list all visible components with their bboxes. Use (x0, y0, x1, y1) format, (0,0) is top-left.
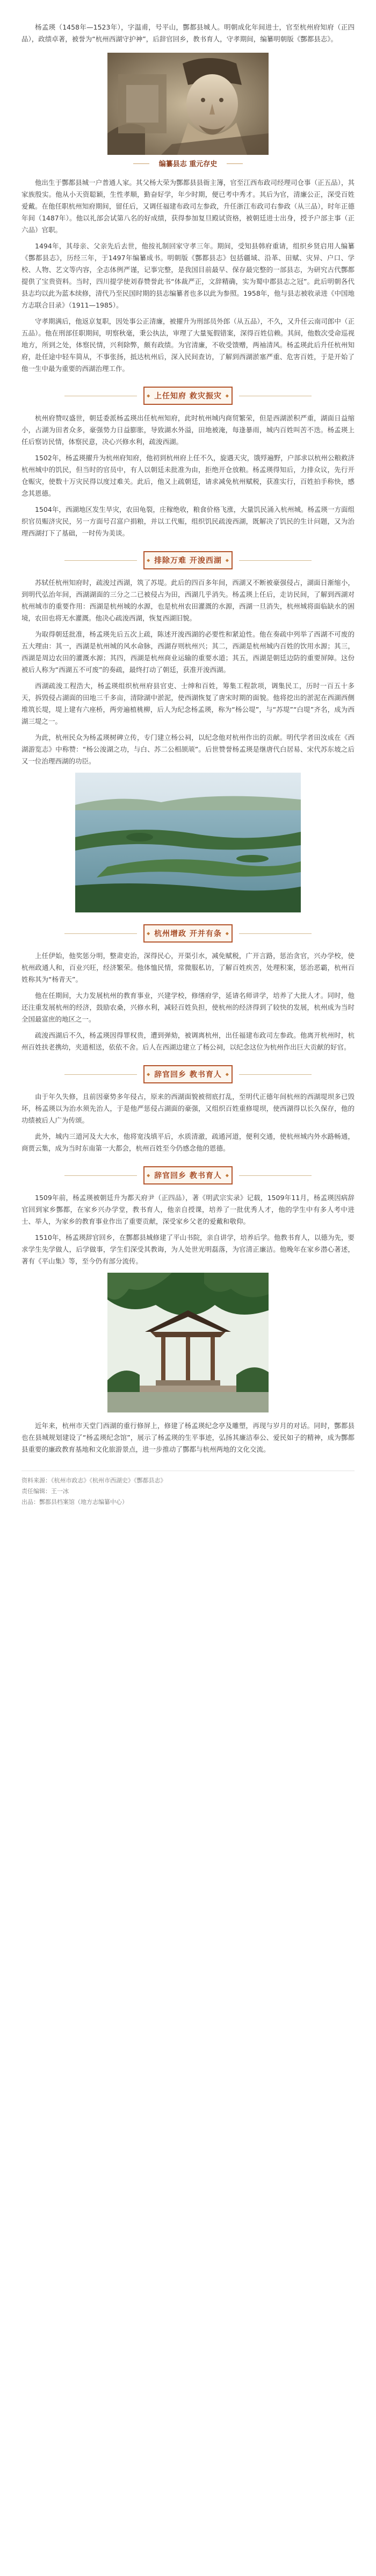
section-2 (0, 412, 376, 539)
section-title: ◆ 上任知府 救灾振灾 ◆ (143, 387, 233, 405)
paragraph: 杭州府赞叹盛世，朝廷委派杨孟瑛出任杭州知府，此时杭州城内商贸繁荣，但是西湖淤积严重，湖面日益缩小，占湖为田者众多，豪强势力日益膨胀，导致湖水外溢，田地被淹，每逢暴雨，城内百姓叫苦不迭。杨孟瑛上任后察访民情，体察民意，决心兴修水利，疏浚西湖。 (21, 414, 355, 446)
paragraph: 由于年久失修，且前因豪势多年侵占，原来的西湖面貌被彻底打乱，至明代正德年间杭州的西湖堤坝多已毁坏，杨孟瑛以为治水须先治人，于是他严惩侵占湖面的豪强，又组织百姓重修堤坝，使西湖得以长久保存，他的功绩被后人广为传颂。 (21, 1093, 355, 1124)
section-title: ◆ 辞官回乡 教书育人 ◆ (143, 1065, 233, 1083)
portrait-image (107, 53, 269, 155)
footer-editor: 责任编辑：王一冰 (21, 1488, 69, 1495)
portrait-caption: 编纂县志 重元存史 (149, 158, 227, 168)
paragraph: 1510年，杨孟瑛辞官回乡，在酆都县城修建了平山书院，亲自讲学，培养后学。他教书育人，以德为先，要求学生先学做人，后学做事，学生们深受其教诲，为人处世光明磊落，为官清正廉洁。他晚年在家乡潜心著述，著有《平山集》等，至今仍有部分流传。 (21, 1233, 355, 1265)
section-4 (0, 950, 376, 1053)
paragraph: 此外，城内三道河及大大水，他将宽浅填平后，水质清澈，疏通河道，便利交通，使杭州城内外水路畅通，商贾云集，成为当时东南第一大都会，杭州百姓至今仍感念他的恩德。 (21, 1132, 355, 1152)
portrait-caption-wrap (0, 158, 376, 168)
paragraph: 1494年，其母亲、父亲先后去世，他按礼制回家守孝三年。期间，受知县韩府重请，组织乡贤启用人编纂《酆都县志》，历经三年，于1497年编纂成书。明朝版《酆都县志》包括疆域、沿革、田赋、灾异、户口、学校、人物、艺文等内容，全志体例严谨，记事完整，是我国目前最早、保存最完整的一部县志，为研究古代酆都提供了宝贵资料。当时，四川提学使刘春赞誉此书“体裁严正，文辞精确，实为蜀中郡县志之冠”。此后明朝各代县志均以此为蓝本续修，清代乃至民国时期的县志编纂者也多以此为参照。1958年，他与县志被收录进《中国地方志联合目录》（1911—1985）。 (21, 242, 355, 309)
section-3-heading (0, 551, 376, 569)
section-5 (0, 1091, 376, 1154)
section-6-heading (0, 1166, 376, 1184)
section-title: ◆ 排除万难 开浚西湖 ◆ (143, 551, 233, 569)
paragraph: 他在任期间，大力发展杭州的教育事业，兴建学校，修缮府学，延请名师讲学，培养了大批人才。同时，他还注重发展杭州的经济，鼓励农桑，兴修水利，减轻百姓负担，使杭州的经济得到了较快的发展，杭州成为当时全国最富庶的地区之一。 (21, 991, 355, 1023)
paragraph: 近年来，杭州市天堂门西湖的重行修屏上，修建了杨孟瑛纪念亭及雕塑，再现与岁月的对话。同时，酆都县也在县城规划建设了“杨孟瑛纪念馆”，展示了杨孟瑛的生平事迹，弘扬其廉洁奉公、爱民如子的精神，成为酆都县重要的廉政教育基地和文化旅游景点，进一步推动了酆都与杭州两地的文化交流。 (21, 1422, 355, 1453)
intro-paragraph: 杨孟瑛（1458年—1523年），字温甫，号平山，酆都县城人。明朝成化年间进士，官至杭州府知府（正四品），政绩卓著，被誉为“杭州西湖守护神”，后辞官回乡，教书育人，守孝期间，编纂明朝版《酆都县志》。 (21, 23, 355, 43)
west-lake-image (75, 773, 301, 912)
section-5-heading (0, 1065, 376, 1083)
section-2-heading (0, 387, 376, 405)
section-6 (0, 1192, 376, 1267)
paragraph: 他出生于酆都县城一户普通人家。其父杨大荣为酆都县县衙主簿，官至江西布政司经理司仓事（正五品），其家族殷实。他从小天资聪颖，生性孝顺，勤奋好学，年少时期，便已考中秀才。其后为官，清廉公正，深受百姓爱戴。在他任职杭州知府期间，留任后，又调任福建布政司左参政，升任浙江布政司右参政（从三品），时年正德年间（1487年）。他以礼部会试第八名的好成绩，获得参加复旦殿试资格，被朝廷进士出身，授予户部主事（正六品）官职。 (21, 179, 355, 234)
footer (0, 1471, 376, 1508)
paragraph: 守孝期满后，他返京复职，因处事公正清廉，被擢升为刑部员外郎（从五品），不久，又升任云南司郎中（正五品）。他在刑部任职期间，明察秋毫，秉公执法，审理了大量冤假错案，深得百姓信赖。其间，他数次受命巡视地方，所到之处，体察民情，兴利除弊，颇有政绩。为官清廉，不收受馈赠，两袖清风。杨孟瑛此后升任杭州知府，赴任途中轻车简从，不事张扬，抵达杭州后，深入民间查访，了解到西湖淤塞严重、危害百姓，于是开始了他一生中最为重要的西湖治理工作。 (21, 317, 355, 373)
section-3 (0, 577, 376, 767)
section-6-continued (0, 1420, 376, 1455)
paragraph: 为取得朝廷批准，杨孟瑛先后五次上疏，陈述开浚西湖的必要性和紧迫性。他在奏疏中列举了西湖不可废的五大理由：其一，西湖是杭州城的风水命脉，西湖存则杭州兴；其二，西湖是杭州城内百姓的饮用水源；其三，西湖是周边农田的灌溉水源；其四，西湖是杭州商业运输的重要水道；其五，西湖是朝廷边防的重要屏障。这份被后人称为“西湖五不可废”的奏疏，最终打动了朝廷，获准开浚西湖。 (21, 630, 355, 674)
section-title: ◆ 杭州增政 开并有条 ◆ (143, 924, 233, 943)
section-4-heading (0, 924, 376, 943)
intro (0, 22, 376, 45)
footer-publisher: 出品：酆都县档案馆（地方志编纂中心） (21, 1498, 128, 1505)
paragraph: 1504年，西湖地区发生旱灾，农田龟裂，庄稼绝收，粮食价格飞涨，大量饥民涌入杭州城。杨孟瑛一方面组织官员赈济灾民，另一方面号召富户捐粮，并以工代赈，组织饥民疏浚西湖，既解决了饥民的生计问题，又为治理西湖打下了基础，一时传为美谈。 (21, 505, 355, 537)
section-title: ◆ 辞官回乡 教书育人 ◆ (143, 1166, 233, 1184)
paragraph: 苏轼任杭州知府时，疏浚过西湖，筑了苏堤。此后的四百多年间，西湖又不断被豪强侵占，湖面日渐缩小，到明代弘治年间，西湖湖面的三分之二已被侵占为田，西湖几乎消失。杨孟瑛上任后，走访民间，了解到西湖对杭州城市的重要作用：西湖是杭州城的水源，也是杭州农田灌溉的水源，西湖一旦消失，杭州城将面临缺水的困境，农田也将无水灌溉。他决心疏浚西湖，恢复西湖旧貌。 (21, 579, 355, 622)
paragraph: 为此，杭州民众为杨孟瑛树碑立传，专门建立杨公祠，以纪念他对杭州作出的贡献。明代学者田汝成在《西湖游览志》中称赞：“杨公浚湖之功，与白、苏二公相颉颃”。后世赞誉杨孟瑛是继唐代白居易、宋代苏东坡之后又一位治理西湖的功臣。 (21, 733, 355, 765)
paragraph: 1502年，杨孟瑛擢升为杭州府知府，他初到杭州府上任不久，旋遇天灾，饿殍遍野，户部求以杭州公粮救济杭州城中的饥民，但当时的官员中，有人以朝廷未批准为由，拒绝开仓放粮。杨孟瑛得知后，力排众议，先行开仓赈灾，使数十万灾民得以度过难关。此后，他又上疏朝廷，请求减免杭州赋税，获准实行，百姓拍手称快，感念其恩德。 (21, 454, 355, 497)
section-1 (0, 177, 376, 375)
paragraph: 上任伊始，他奖惩分明，整肃吏治，深得民心，开渠引水，减免赋税，广开言路，惩治贪官，兴办学校，使杭州政通人和，百业兴旺，经济繁荣。他体恤民情，常微服私访，了解百姓疾苦，处理积案，惩治恶霸，杭州百姓称其为“杨青天”。 (21, 952, 355, 983)
paragraph: 1509年前，杨孟瑛被朝廷升为都天府尹（正四品），著《明武宗实录》记载，1509年11月，杨孟瑛因病辞官回到家乡酆都，在家乡兴办学堂，教书育人，他亲自授课，培养了一批优秀人才，他的学生中有多人考中进士、举人，为家乡的教育事业作出了重要贡献，深受家乡父老的爱戴和敬仰。 (21, 1194, 355, 1225)
pavilion-image (107, 1273, 269, 1412)
footer-sources: 资料来源：《杭州市政志》《杭州市西湖史》《酆都县志》 (21, 1477, 167, 1484)
paragraph: 疏浚西湖后不久，杨孟瑛因得罪权贵，遭到弹劾，被调离杭州，出任福建布政司左参政。他离开杭州时，杭州百姓扶老携幼，夹道相送，依依不舍。后人在西湖边建立了杨公祠，以纪念这位为杭州作出巨大贡献的好官。 (21, 1031, 355, 1051)
paragraph: 西湖疏浚工程浩大，杨孟瑛组织杭州府县官吏、士绅和百姓，筹集工程款项，调集民工，历时一百五十多天，拆毁侵占湖面的田地三千多亩，清除湖中淤泥，使西湖恢复了唐宋时期的面貌。他将挖出的淤泥在西湖西侧堆筑长堤，堤上建有六座桥，两旁遍植桃柳，后人为纪念杨孟瑛，称为“杨公堤”，与“苏堤”“白堤”齐名，成为西湖三堤之一。 (21, 682, 355, 725)
